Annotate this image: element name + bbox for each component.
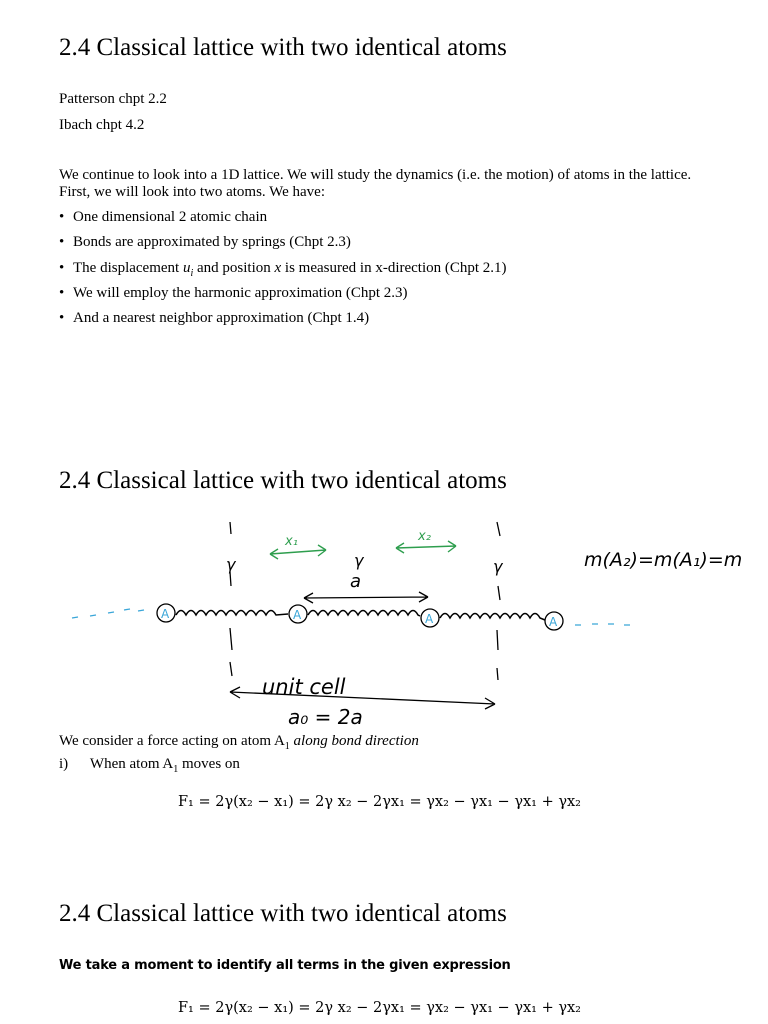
slide2-item-i: i) When atom $A_1$ moves on: [59, 756, 240, 775]
slide1-ref-ibach: Ibach chpt 4.2: [59, 117, 145, 133]
list-item: • And a nearest neighbor approximation (Chpt 1.4): [59, 310, 370, 327]
x1-arrow-icon: [270, 534, 326, 559]
gamma-label-right: γ: [493, 557, 503, 576]
gamma-label-middle: γ: [354, 551, 364, 570]
cell-boundary-left: [230, 522, 232, 676]
chain-dots-right: [575, 624, 630, 625]
slide1-ref-patterson: Patterson chpt 2.2: [59, 91, 167, 107]
slide1-bullet-list: [59, 209, 507, 335]
atom-a1-center: [289, 605, 307, 623]
mass-relation-label: m(A₂)=m(A₁)=m: [584, 549, 743, 571]
bullet-dot-icon: •: [59, 209, 65, 225]
slide1-intro: We continue to look into a 1D lattice. We will study the dynamics (i.e. the motion) of atoms in the lattice. First, we will look into two atoms. We have:: [59, 167, 692, 200]
svg-text:A: A: [293, 608, 302, 622]
list-item: • One dimensional 2 atomic chain: [59, 209, 268, 225]
bullet-dot-icon: •: [59, 234, 65, 251]
spring-right: [440, 614, 545, 621]
spring-middle: [308, 611, 420, 617]
atom-a2-center: [421, 609, 439, 627]
a-double-arrow-icon: [304, 592, 428, 603]
svg-text:A: A: [425, 612, 434, 626]
atom-a2-left: [157, 604, 175, 622]
unit-cell-label: unit cell: [262, 675, 346, 699]
slide2-title: 2.4 Classical lattice with two identical atoms: [59, 467, 507, 494]
gamma-label-left: γ: [226, 555, 236, 574]
slide2-equation: F₁ = 2γ(x₂ − x₁) = 2γ x₂ − 2γx₁ = γx₂ − γx₁ − γx₁ + γx₂: [178, 794, 581, 810]
slide3-title: 2.4 Classical lattice with two identical atoms: [59, 900, 507, 927]
slide3-equation: F₁ = 2γ(x₂ − x₁) = 2γ x₂ − 2γx₁ = γx₂ − γx₁ − γx₁ + γx₂: [178, 1000, 581, 1016]
x2-label: x₂: [418, 529, 431, 544]
svg-text:A: A: [161, 607, 170, 621]
x2-arrow-icon: [396, 529, 456, 553]
slide3-bold-line: We take a moment to identify all terms in the given expression: [59, 958, 511, 973]
svg-text:A: A: [549, 615, 558, 629]
list-item: • The displacement $u_i$ and position x is measured in x-direction (Chpt 2.1): [59, 259, 507, 279]
bullet-dot-icon: •: [59, 259, 65, 276]
slide2-force-line: We consider a force acting on atom $A_1$ along bond direction: [59, 733, 419, 752]
x1-label: x₁: [285, 534, 298, 549]
bullet-dot-icon: •: [59, 310, 65, 327]
chain-dots-left: [72, 609, 144, 618]
atom-a1-right: [545, 612, 563, 630]
list-item: • We will employ the harmonic approximation (Chpt 2.3): [59, 284, 408, 301]
a0-label: a₀ = 2a: [288, 705, 363, 729]
lattice-sketch: [0, 510, 768, 735]
slide1-title: 2.4 Classical lattice with two identical atoms: [59, 34, 507, 61]
list-item: • Bonds are approximated by springs (Chpt 2.3): [59, 234, 351, 251]
spring-left: [176, 611, 288, 616]
bullet-dot-icon: •: [59, 284, 65, 301]
cell-boundary-right: [497, 522, 500, 680]
a-label: a: [350, 571, 362, 592]
